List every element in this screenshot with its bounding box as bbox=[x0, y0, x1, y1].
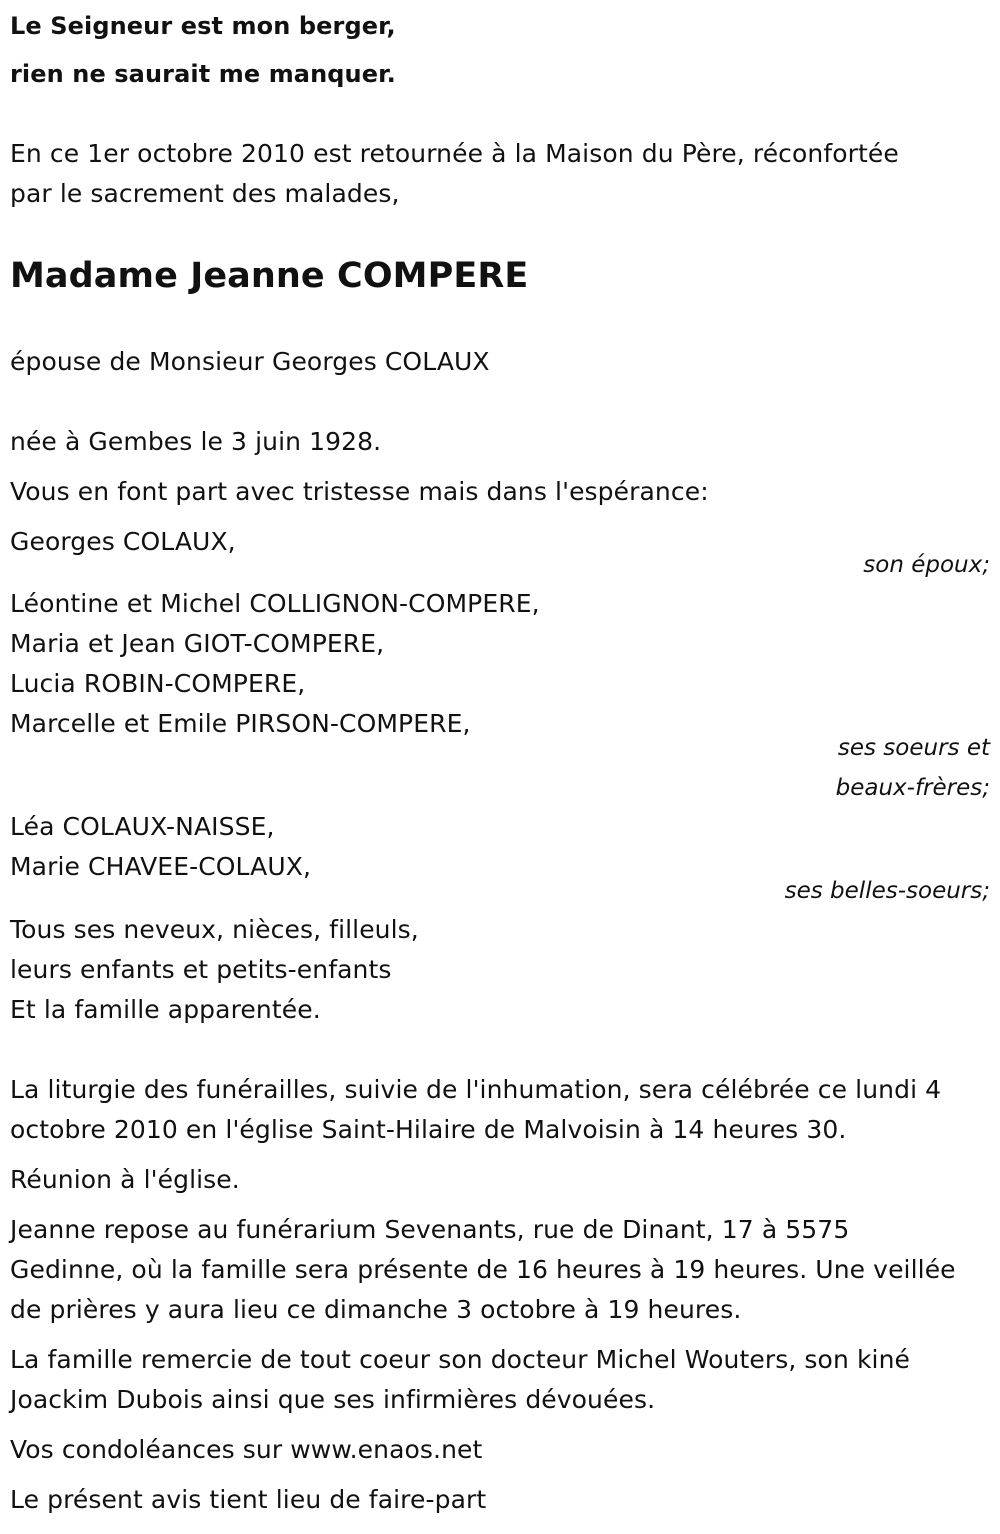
wake-line-1: Jeanne repose au funérarium Sevenants, rue de Dinant, 17 à 5575 bbox=[10, 1215, 850, 1244]
family-sister-4: Marcelle et Emile PIRSON-COMPERE, bbox=[10, 709, 471, 738]
relation-spouse: son époux; bbox=[863, 552, 990, 578]
relation-sisters-line-2: beaux-frères; bbox=[835, 775, 990, 801]
intro-line-1: En ce 1er octobre 2010 est retournée à la Maison du Père, réconfortée bbox=[10, 139, 899, 168]
family-sister-in-law-1: Léa COLAUX-NAISSE, bbox=[10, 812, 275, 841]
spouse-line: épouse de Monsieur Georges COLAUX bbox=[10, 347, 490, 376]
family-others-1: Tous ses neveux, nièces, filleuls, bbox=[10, 915, 419, 944]
family-sister-1: Léontine et Michel COLLIGNON-COMPERE, bbox=[10, 589, 540, 618]
relation-sisters-in-law: ses belles-soeurs; bbox=[784, 878, 990, 904]
thanks-line-1: La famille remercie de tout coeur son docteur Michel Wouters, son kiné bbox=[10, 1345, 910, 1374]
wake-line-2: Gedinne, où la famille sera présente de 16 heures à 19 heures. Une veillée bbox=[10, 1255, 956, 1284]
funeral-line-2: octobre 2010 en l'église Saint-Hilaire de Malvoisin à 14 heures 30. bbox=[10, 1115, 847, 1144]
family-others-2: leurs enfants et petits-enfants bbox=[10, 955, 392, 984]
birth-line: née à Gembes le 3 juin 1928. bbox=[10, 427, 382, 456]
notice-line: Le présent avis tient lieu de faire-part bbox=[10, 1485, 487, 1514]
funeral-line-1: La liturgie des funérailles, suivie de l'inhumation, sera célébrée ce lundi 4 bbox=[10, 1075, 942, 1104]
wake-line-3: de prières y aura lieu ce dimanche 3 octobre à 19 heures. bbox=[10, 1295, 742, 1324]
family-spouse-name: Georges COLAUX, bbox=[10, 527, 236, 556]
meeting-line: Réunion à l'église. bbox=[10, 1165, 240, 1194]
verse-line-1: Le Seigneur est mon berger, bbox=[10, 12, 396, 40]
deceased-name: Madame Jeanne COMPERE bbox=[10, 256, 529, 296]
family-sister-2: Maria et Jean GIOT-COMPERE, bbox=[10, 629, 385, 658]
verse-line-2: rien ne saurait me manquer. bbox=[10, 60, 396, 88]
family-others-3: Et la famille apparentée. bbox=[10, 995, 321, 1024]
intro-line-2: par le sacrement des malades, bbox=[10, 179, 400, 208]
condolences-line: Vos condoléances sur www.enaos.net bbox=[10, 1435, 483, 1464]
thanks-line-2: Joackim Dubois ainsi que ses infirmières dévouées. bbox=[10, 1385, 656, 1414]
family-sister-3: Lucia ROBIN-COMPERE, bbox=[10, 669, 306, 698]
family-sister-in-law-2: Marie CHAVEE-COLAUX, bbox=[10, 852, 312, 881]
announcement-line: Vous en font part avec tristesse mais dans l'espérance: bbox=[10, 477, 709, 506]
relation-sisters-line-1: ses soeurs et bbox=[837, 735, 990, 761]
